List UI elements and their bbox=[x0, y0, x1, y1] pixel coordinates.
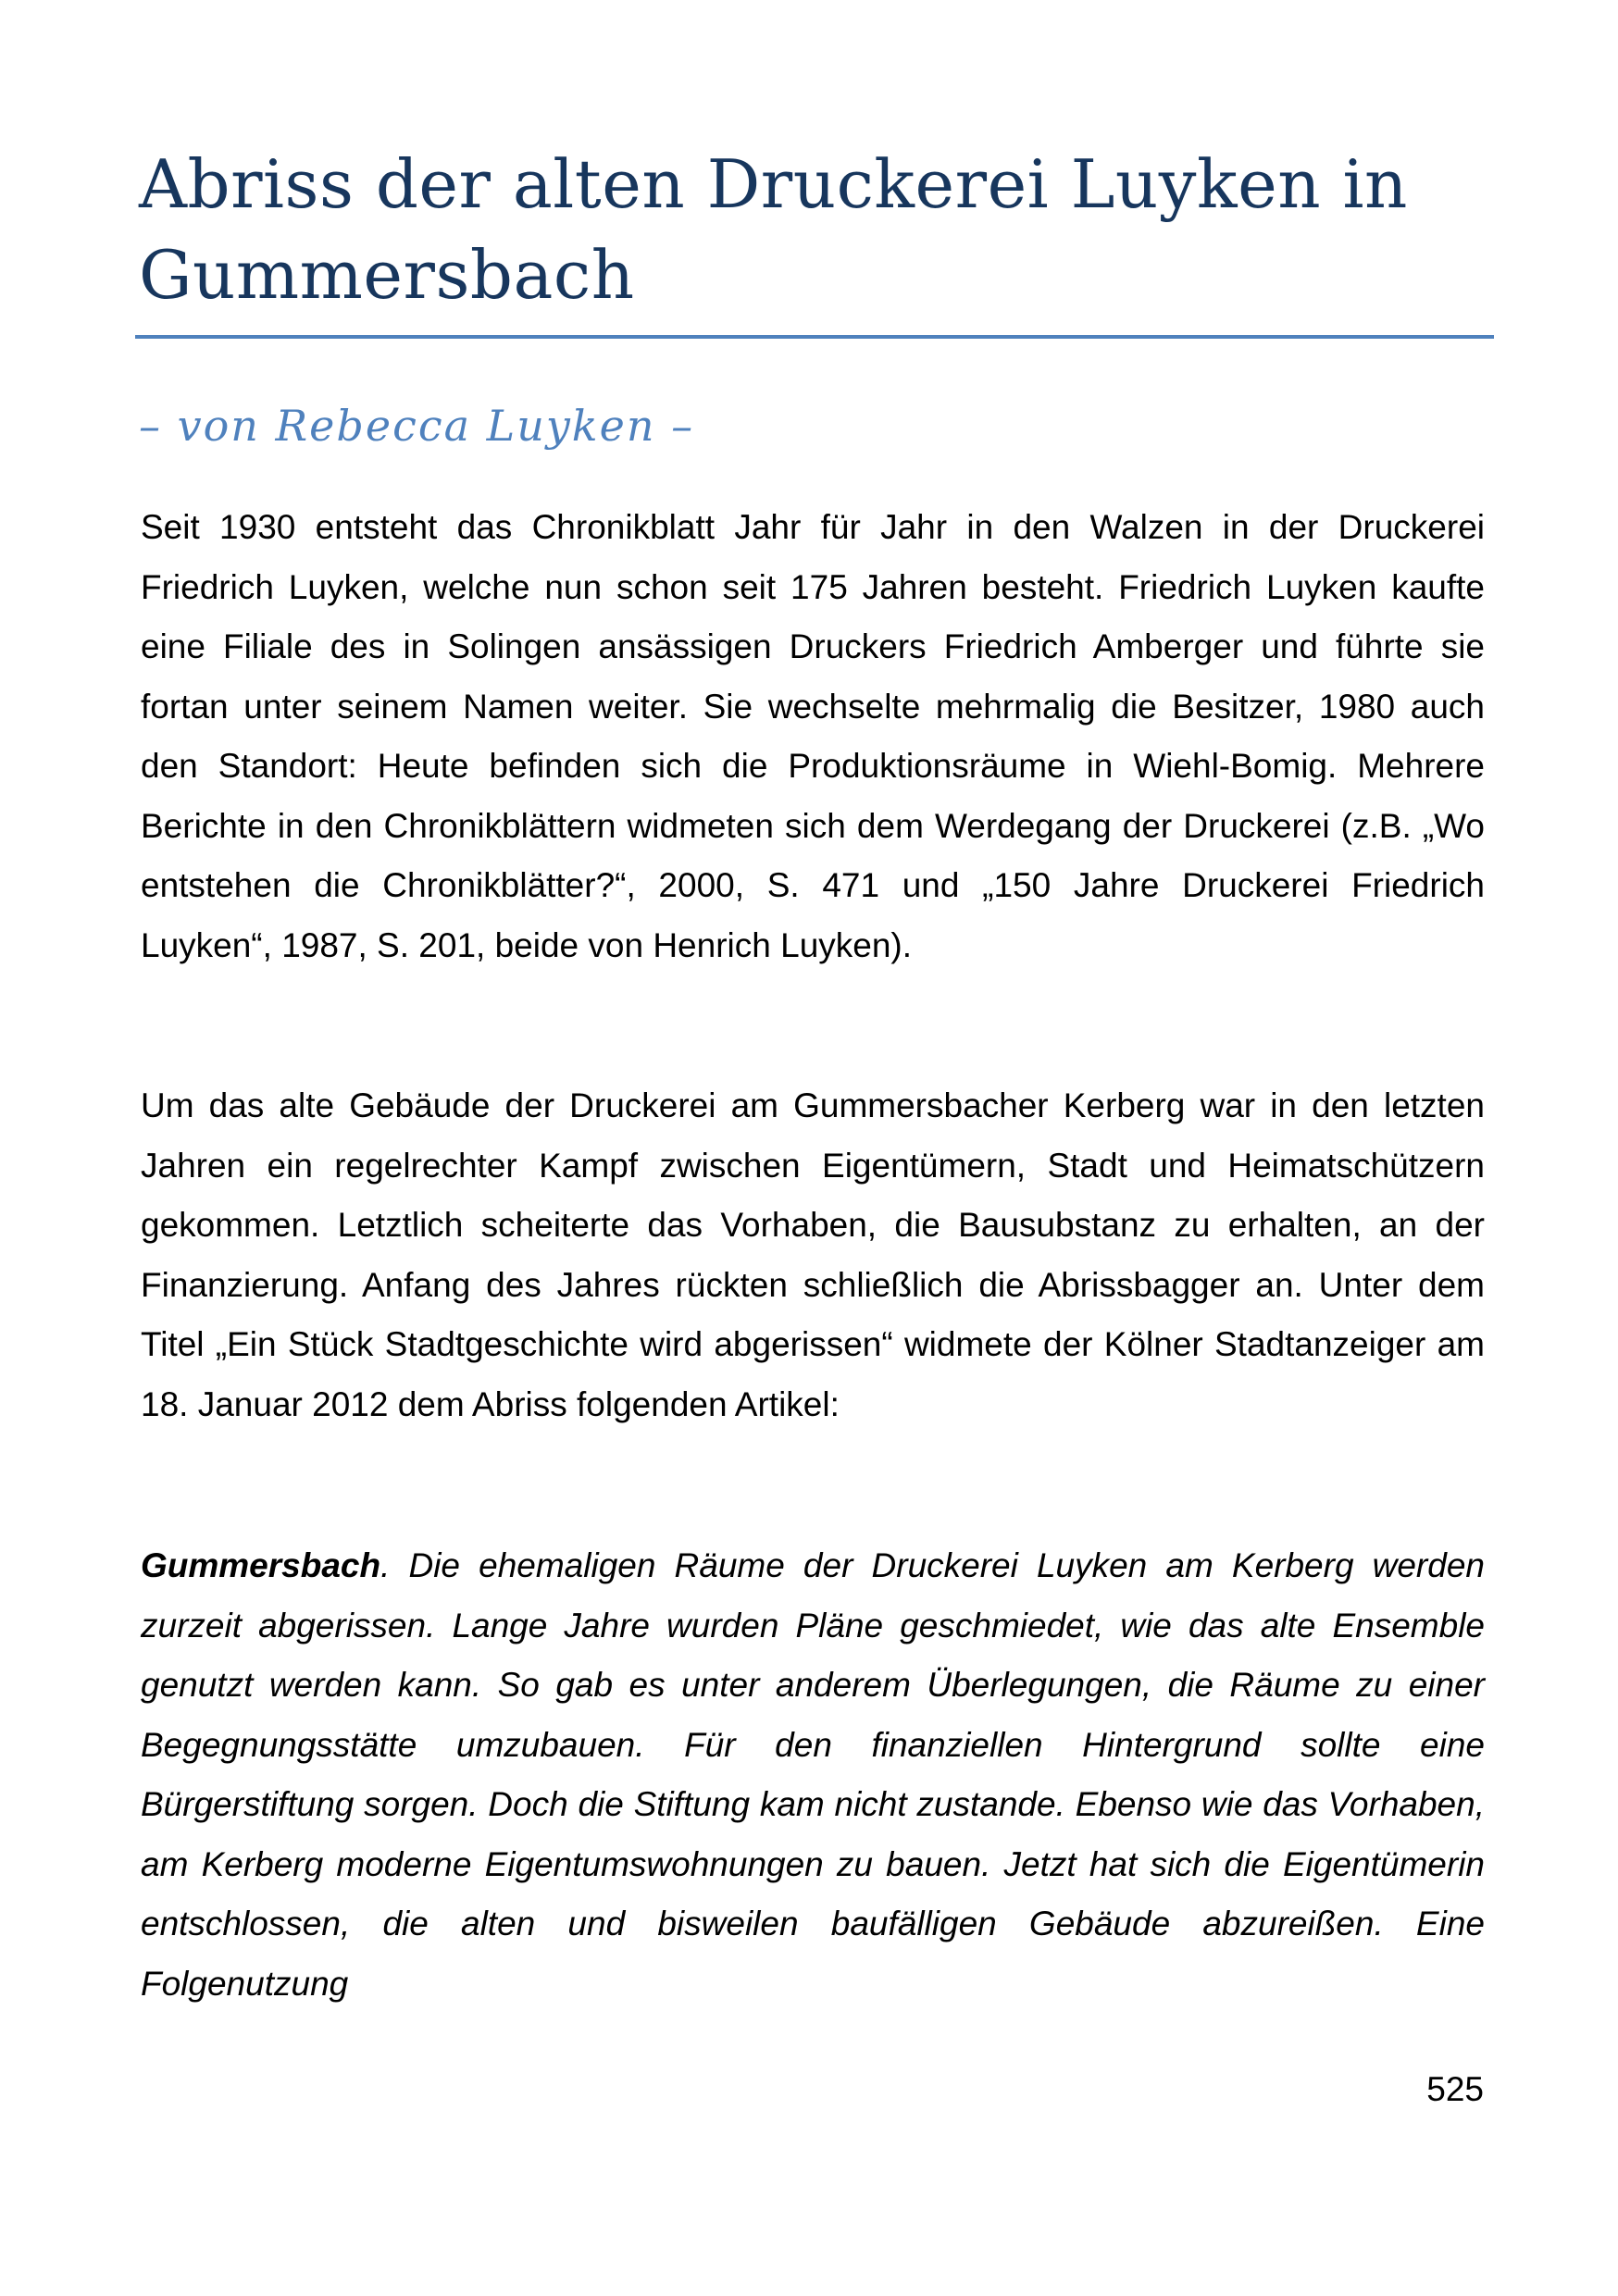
page-title: Abriss der alten Druckerei Luyken in Gummersbach bbox=[139, 145, 1408, 314]
quote-text: . Die ehemaligen Räume der Druckerei Luyken am Kerberg werden zurzeit abgerissen. Lange Jahre wurden Pläne geschmiedet, wie das alte Ensemble genutzt werden kann. So gab es unter anderem Überlegungen, die Räume zu einer Begegnungsstätte umzubauen. Für den finanziellen Hintergrund sollte eine Bürgerstiftung sorgen. Doch die Stiftung kam nicht zustande. Ebenso wie das Vorhaben, am Kerberg moderne Eigentumswohnungen zu bauen. Jetzt hat sich die Eigentümerin entschlossen, die alten und bisweilen baufälligen Gebäude abzureißen. Eine Folgenutzung bbox=[141, 1546, 1485, 2003]
title-divider bbox=[135, 335, 1494, 339]
paragraph-2: Um das alte Gebäude der Druckerei am Gummersbacher Kerberg war in den letzten Jahren ein regelrechter Kampf zwischen Eigentümern, Stadt und Heimatschützern gekommen. Letztlich scheiterte das Vorhaben, die Bausubstanz zu erhalten, an der Finanzierung. Anfang des Jahres rückten schließlich die Abrissbagger an. Unter dem Titel „Ein Stück Stadtgeschichte wird abgerissen“ widmete der Kölner Stadtanzeiger am 18. Januar 2012 dem Abriss folgenden Artikel: bbox=[141, 1086, 1485, 1423]
author-line: – von Rebecca Luyken – bbox=[139, 401, 695, 451]
quoted-article bbox=[141, 1536, 1485, 2014]
paragraph-1: Seit 1930 entsteht das Chronikblatt Jahr für Jahr in den Walzen in der Druckerei Friedrich Luyken, welche nun schon seit 175 Jahren besteht. Friedrich Luyken kaufte eine Filiale des in Solingen ansässigen Druckers Friedrich Amberger und führte sie fortan unter seinem Namen weiter. Sie wechselte mehrmalig die Besitzer, 1980 auch den Standort: Heute befinden sich die Produktionsräume in Wiehl-Bomig. Mehrere Berichte in den Chronikblättern widmeten sich dem Werdegang der Druckerei (z.B. „Wo entstehen die Chronikblätter?“, 2000, S. 471 und „150 Jahre Druckerei Friedrich Luyken“, 1987, S. 201, beide von Henrich Luyken). bbox=[141, 508, 1485, 964]
quote-dateline: Gummersbach bbox=[141, 1546, 381, 1584]
page-number: 525 bbox=[1426, 2070, 1484, 2108]
